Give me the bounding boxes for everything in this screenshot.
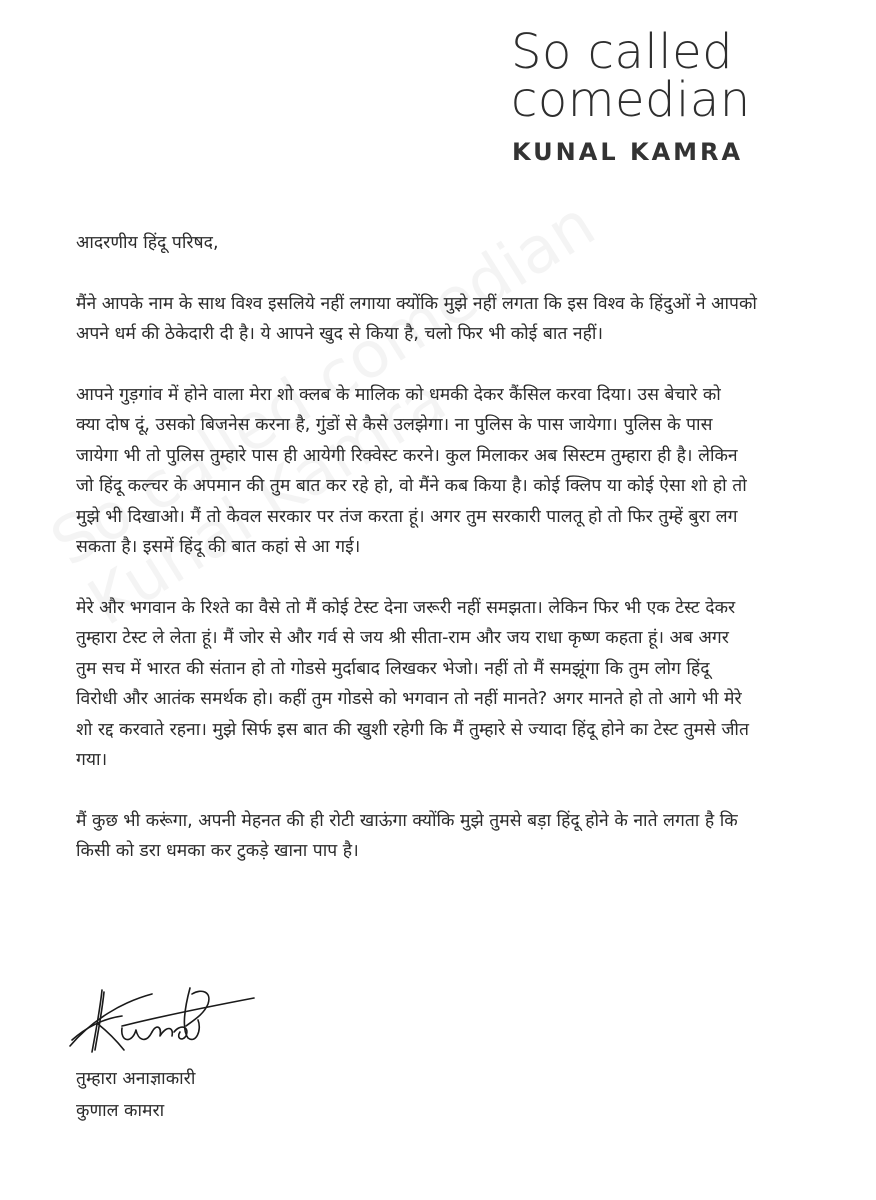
paragraph-line: सकता है। इसमें हिंदू की बात कहां से आ गई। bbox=[76, 537, 361, 557]
paragraph-line: मेरे और भगवान के रिश्ते का वैसे तो मैं कोई टेस्ट देना जरूरी नहीं समझता। लेकिन फिर भी एक टेस्ट देकर bbox=[76, 597, 736, 618]
paragraph-line: विरोधी और आतंक समर्थक हो। कहीं तुम गोडसे को भगवान तो नहीं मानते? अगर मानते हो तो आगे भी मेरे bbox=[76, 689, 742, 709]
paragraph-line: क्या दोष दूं, उसको बिजनेस करना है, गुंडों से कैसे उलझेगा। ना पुलिस के पास जायेगा। पुलिस के पास bbox=[76, 415, 713, 435]
paragraph-line: शो रद्द करवाते रहना। मुझे सिर्फ इस बात की खुशी रहेगी कि मैं तुम्हारे से ज्यादा हिंदू होने का टेस्ट तुमसे जीत bbox=[76, 719, 749, 740]
paragraph-line: तुम्हारा टेस्ट ले लेता हूं। मैं जोर से और गर्व से जय श्री सीता-राम और जय राधा कृष्ण कहता हूं। अब अगर bbox=[76, 628, 729, 648]
paragraph-line: मैंने आपके नाम के साथ विश्व इसलिये नहीं लगाया क्योंकि मुझे नहीं लगता कि इस विश्व के हिंदुओं ने आपको bbox=[76, 293, 757, 314]
closing bbox=[76, 1063, 195, 1127]
closing-signoff: तुम्हारा अनाज्ञाकारी bbox=[76, 1069, 196, 1089]
salutation: आदरणीय हिंदू परिषद, bbox=[76, 233, 219, 253]
letterhead-line-1: So called bbox=[511, 24, 734, 80]
letterhead-line-2: comedian bbox=[511, 72, 751, 128]
letterhead bbox=[508, 24, 808, 166]
paragraph-line: मैं कुछ भी करूंगा, अपनी मेहनत की ही रोटी खाऊंगा क्योंकि मुझे तुमसे बड़ा हिंदू होने के नाते लगता है कि bbox=[76, 810, 738, 831]
paragraph-line: गया। bbox=[76, 750, 108, 770]
paragraph-line: तुम सच में भारत की संतान हो तो गोडसे मुर्दाबाद लिखकर भेजो। नहीं तो मैं समझूंगा कि तुम लोग हिंदू bbox=[76, 658, 710, 679]
paragraph-line: किसी को डरा धमका कर टुकड़े खाना पाप है। bbox=[76, 841, 359, 861]
letter-body bbox=[76, 228, 816, 897]
paragraph-line: आपने गुड़गांव में होने वाला मेरा शो क्लब के मालिक को धमकी देकर कैंसिल करवा दिया। उस बेचारे को bbox=[76, 384, 721, 405]
paragraph-line: मुझे भी दिखाओ। मैं तो केवल सरकार पर तंज करता हूं। अगर तुम सरकारी पालतू हो तो फिर तुम्हें बुरा लग bbox=[76, 506, 738, 527]
handwritten-signature bbox=[62, 980, 262, 1062]
paragraph-line: जो हिंदू कल्चर के अपमान की तुम बात कर रहे हो, वो मैंने कब किया है। कोई क्लिप या कोई ऐसा शो हो तो bbox=[76, 476, 747, 496]
paragraph-3 bbox=[76, 593, 816, 776]
paragraph-2 bbox=[76, 380, 816, 563]
paragraph-1 bbox=[76, 289, 816, 350]
paragraph-line: जायेगा भी तो पुलिस तुम्हारे पास ही आयेगी रिक्वेस्ट करने। कुल मिलाकर अब सिस्टम तुम्हारा ही है। लेकिन bbox=[76, 445, 738, 466]
letterhead-name: KUNAL KAMRA bbox=[512, 138, 744, 166]
paragraph-line: अपने धर्म की ठेकेदारी दी है। ये आपने खुद से किया है, चलो फिर भी कोई बात नहीं। bbox=[76, 324, 604, 344]
paragraph-4 bbox=[76, 806, 816, 867]
closing-name: कुणाल कामरा bbox=[76, 1101, 165, 1121]
